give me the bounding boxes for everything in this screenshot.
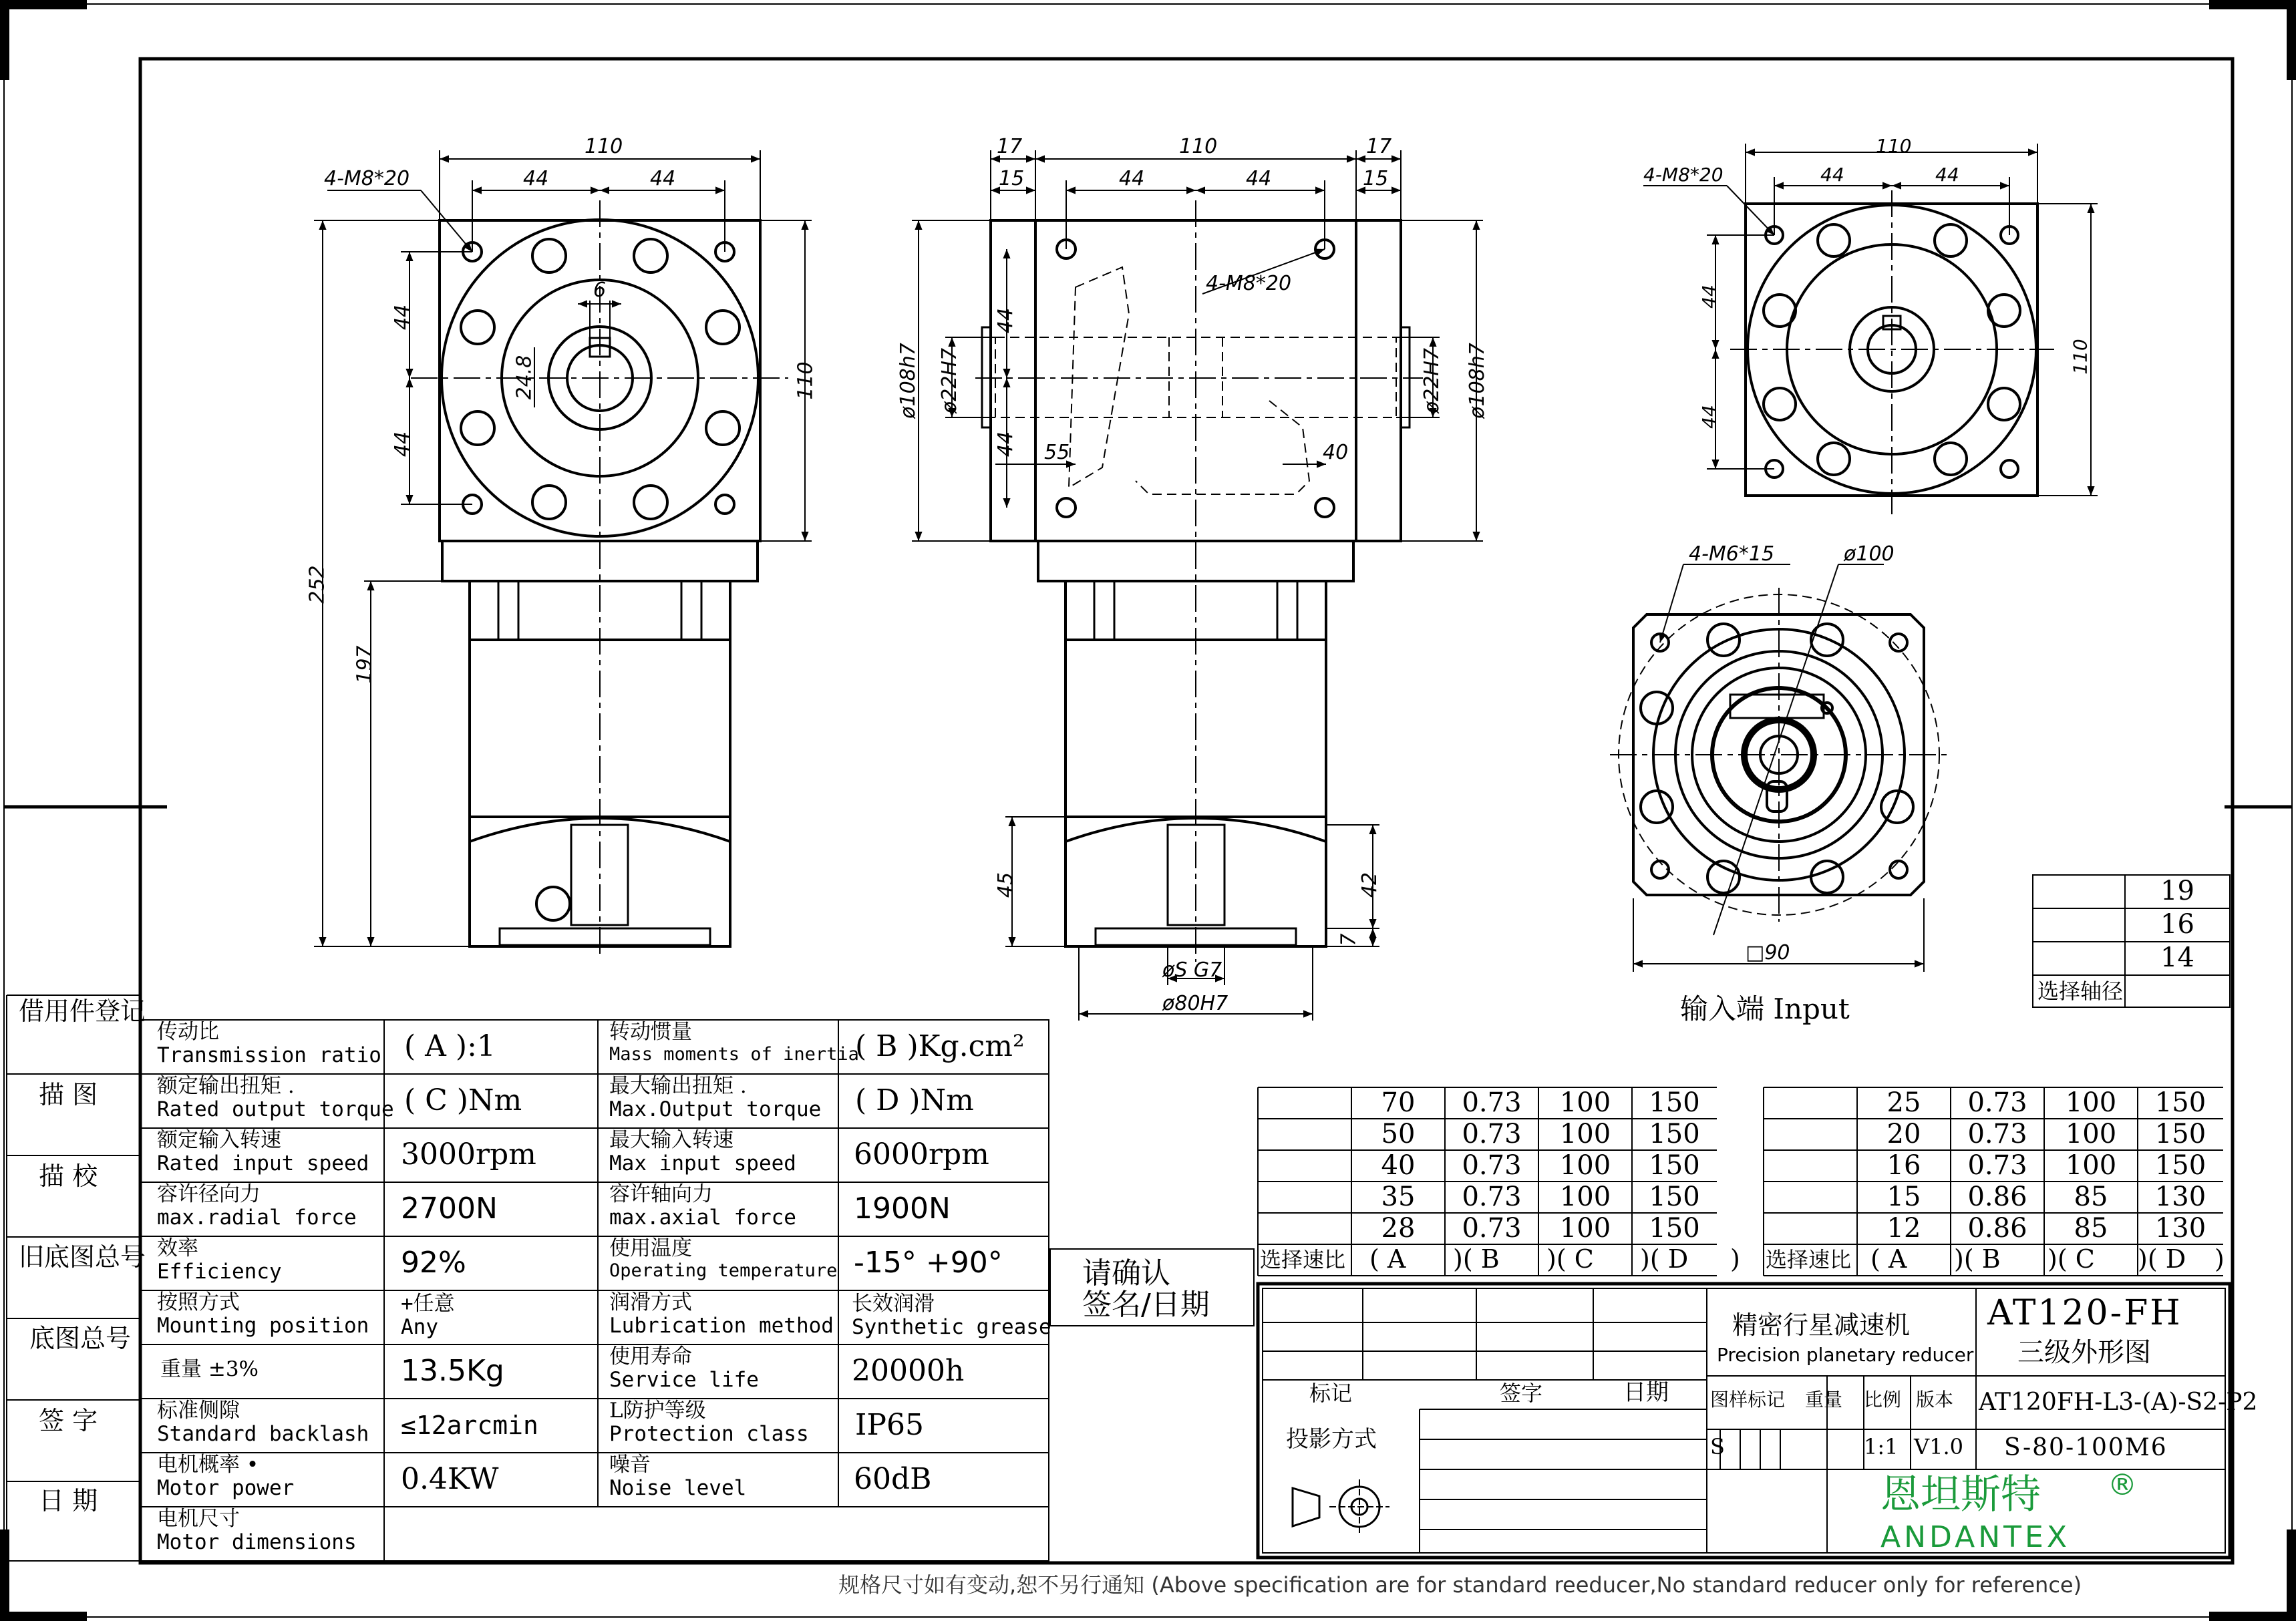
ratio-left-r1c1: 70: [1381, 1087, 1416, 1118]
dim-side-45: 45: [994, 872, 1018, 898]
ratio-left-r5c2: 0.73: [1462, 1213, 1522, 1244]
dim-right-height: 110: [2069, 339, 2092, 375]
ratio-right-r5c4: 130: [2154, 1213, 2206, 1244]
title-name-cn: 精密行星减速机: [1732, 1310, 1911, 1340]
brand-en: ANDANTEX: [1880, 1520, 2070, 1554]
ratio-right-r2c2: 0.73: [1967, 1119, 2027, 1149]
ratio-right-r4c4: 130: [2154, 1182, 2206, 1212]
ratio-left-footer-d: )( D: [1640, 1244, 1689, 1274]
right-dims: [1643, 144, 2098, 514]
dim-side-v-lower: 44: [994, 431, 1018, 458]
spec-row1-en1: Transmission ratio: [157, 1043, 381, 1067]
title-subtitle: 三级外形图: [2017, 1337, 2151, 1368]
side-label-old-no: 旧底图总号: [19, 1242, 146, 1272]
spec-row3-v1: 3000rpm: [401, 1137, 536, 1172]
ratio-right-r3c2: 0.73: [1967, 1150, 2027, 1181]
sheet-frame: [4, 4, 2292, 1617]
spec-row7-en2: Service life: [609, 1368, 759, 1392]
title-version: V1.0: [1914, 1434, 1963, 1459]
ratio-left-r4c2: 0.73: [1462, 1182, 1522, 1212]
title-projection: 投影方式: [1286, 1426, 1377, 1453]
ratio-left-footer-c: )( C: [1546, 1244, 1594, 1274]
spec-row1-cn1: 传动比: [157, 1020, 219, 1044]
spec-row10-en1: Motor dimensions: [157, 1530, 357, 1554]
spec-row9-en2: Noise level: [609, 1476, 747, 1500]
ratio-left-footer-b: )( B: [1453, 1244, 1500, 1274]
spec-row1-en2: Mass moments of inertia: [609, 1044, 859, 1065]
ratio-right-r3c4: 150: [2154, 1150, 2206, 1181]
title-col-mark: 标记: [1309, 1381, 1353, 1406]
dim-front-half-left: 44: [523, 167, 549, 190]
dim-total-length: 252: [305, 565, 329, 604]
dim-side-7: 7: [1337, 933, 1361, 946]
spec-row4-en1: max.radial force: [157, 1206, 357, 1230]
spec-row8-cn1: 标准侧隙: [157, 1399, 240, 1423]
ratio-right-footer-label: 选择速比: [1766, 1247, 1852, 1272]
front-view: [411, 200, 788, 955]
input-dims: [1610, 564, 1951, 972]
ratio-right-footer-a: ( A: [1870, 1244, 1907, 1274]
dim-side-dia-right: ø108h7: [1465, 343, 1489, 419]
spec-row3-en2: Max input speed: [609, 1151, 796, 1176]
ratio-left-r1c4: 150: [1649, 1087, 1700, 1118]
side-label-date: 日 期: [39, 1486, 98, 1515]
title-h-version: 版本: [1916, 1389, 1954, 1411]
ratio-right-footer-b: )( B: [1954, 1244, 2001, 1274]
spec-row4-v2: 1900N: [854, 1192, 951, 1226]
ratio-left-r5c1: 28: [1381, 1213, 1416, 1244]
spec-row1-v1: ( A ):1: [404, 1029, 496, 1063]
dim-side-d80: ø80H7: [1162, 992, 1228, 1015]
confirm-line1: 请确认: [1082, 1256, 1170, 1290]
ratio-right-r2c1: 20: [1887, 1119, 1921, 1149]
dim-side-shaft-right: ø22H7: [1420, 347, 1444, 414]
ratio-right-r1c1: 25: [1887, 1087, 1921, 1118]
dim-input-bolts: 4-M6*15: [1689, 542, 1775, 566]
spec-row7-cn2: 使用寿命: [609, 1344, 692, 1369]
dim-front-half-right: 44: [650, 167, 676, 190]
title-h-scale: 比例: [1864, 1389, 1902, 1411]
dim-right-v-upper: 44: [1697, 285, 1720, 309]
ratio-right-footer-c: )( C: [2047, 1244, 2095, 1274]
spec-row1-v2: ( B )Kg.cm²: [855, 1029, 1025, 1063]
ratio-right-r4c1: 15: [1887, 1182, 1921, 1212]
ratio-left-r5c3: 100: [1559, 1213, 1611, 1244]
dim-front-v-upper: 44: [391, 304, 415, 331]
title-h-weight: 重量: [1805, 1389, 1843, 1411]
ratio-left-r3c3: 100: [1559, 1150, 1611, 1181]
spec-row9-v2: 60dB: [854, 1462, 932, 1496]
title-model: AT120-FH: [1987, 1293, 2182, 1333]
dim-side-42: 42: [1358, 872, 1382, 898]
side-label-trace: 描 图: [39, 1080, 98, 1109]
spec-row10-cn1: 电机尺寸: [157, 1507, 240, 1531]
spec-row3-cn2: 最大输入转速: [609, 1128, 733, 1152]
projection-symbol: [1293, 1479, 1389, 1534]
footer-note: 规格尺寸如有变动,恕不另行通知 (Above specification are for standard reeducer,No standard reducer only for reference): [838, 1572, 2082, 1598]
dim-front-key: 6: [593, 279, 607, 302]
shaft-row-3: 14: [2160, 942, 2194, 973]
dim-right-half-left: 44: [1820, 164, 1844, 186]
spec-row9-cn1: 电机概率 •: [157, 1453, 259, 1477]
dim-front-shaft: 24.8: [512, 355, 536, 400]
spec-row2-v1: ( C )Nm: [404, 1083, 522, 1117]
spec-row6-v1: +任意 Any: [401, 1292, 455, 1339]
ratio-right-r3c3: 100: [2065, 1150, 2117, 1181]
ratio-left-r2c4: 150: [1649, 1119, 1700, 1149]
dim-right-v-lower: 44: [1697, 405, 1720, 429]
spec-row5-en2: Operating temperature: [609, 1260, 838, 1281]
ratio-right-r5c2: 0.86: [1967, 1213, 2027, 1244]
ratio-right-r2c3: 100: [2065, 1119, 2117, 1149]
front-dimension-lines: [314, 150, 812, 946]
dim-side-v-upper: 44: [994, 307, 1018, 334]
spec-row7-v2: 20000h: [852, 1354, 965, 1388]
title-part-no: AT120FH-L3-(A)-S2-P2: [1979, 1389, 2258, 1416]
spec-row6-en2: Lubrication method: [609, 1314, 834, 1338]
ratio-right-footer-end: ): [2215, 1244, 2225, 1274]
spec-row5-en1: Efficiency: [157, 1260, 282, 1284]
dim-side-ext-left: 17: [997, 135, 1023, 158]
side-label-check: 描 校: [39, 1161, 98, 1191]
dim-right-half-right: 44: [1935, 164, 1959, 186]
spec-row8-cn2: L防护等级: [609, 1399, 706, 1423]
ratio-left-footer-end: ): [1730, 1244, 1740, 1274]
spec-row5-v1: 92%: [401, 1246, 466, 1280]
title-name-en: Precision planetary reducer: [1717, 1344, 1974, 1366]
spec-row9-en1: Motor power: [157, 1476, 295, 1500]
title-scale: 1:1: [1864, 1434, 1899, 1459]
spec-row4-cn1: 容许径向力: [157, 1182, 261, 1206]
spec-row7-v1: 13.5Kg: [401, 1354, 504, 1388]
dim-side-shaft-left: ø22H7: [938, 347, 962, 414]
spec-row6-v2: 长效润滑 Synthetic grease: [852, 1292, 1051, 1339]
spec-row3-v2: 6000rpm: [854, 1137, 989, 1172]
confirm-line2: 签名/日期: [1082, 1288, 1210, 1322]
side-label-sign: 签 字: [39, 1406, 98, 1435]
title-col-sign: 签字: [1500, 1381, 1543, 1406]
ratio-left-r5c4: 150: [1649, 1213, 1700, 1244]
ratio-right-r5c3: 85: [2074, 1213, 2108, 1244]
spec-row3-cn1: 额定输入转速: [157, 1128, 281, 1152]
dim-input-pcd: ø100: [1844, 542, 1895, 566]
ratio-right-r4c2: 0.86: [1967, 1182, 2027, 1212]
spec-row1-cn2: 转动惯量: [609, 1020, 692, 1044]
ratio-left-r2c3: 100: [1559, 1119, 1611, 1149]
spec-row3-en1: Rated input speed: [157, 1151, 369, 1176]
side-label-borrow: 借用件登记: [19, 997, 146, 1026]
ratio-left-r4c3: 100: [1559, 1182, 1611, 1212]
spec-row7-cn1: 重量 ±3%: [160, 1357, 259, 1381]
spec-row2-en2: Max.Output torque: [609, 1097, 822, 1121]
dim-side-width: 110: [1179, 135, 1218, 158]
ratio-left-r3c1: 40: [1381, 1150, 1416, 1181]
shaft-row-1: 19: [2160, 876, 2194, 906]
ratio-right-footer-d: )( D: [2138, 1244, 2186, 1274]
spec-row8-v2: IP65: [855, 1408, 924, 1442]
shaft-table-label: 选择轴径: [2037, 978, 2124, 1004]
dim-side-sub-left: 15: [999, 167, 1025, 190]
side-label-base-no: 底图总号: [29, 1324, 132, 1353]
dim-side-dia-left: ø108h7: [896, 343, 920, 419]
spec-row8-v1: ≤12arcmin: [401, 1411, 538, 1440]
dim-side-ext-right: 17: [1366, 135, 1392, 158]
spec-row8-en2: Protection class: [609, 1422, 809, 1446]
spec-row8-en1: Standard backlash: [157, 1422, 369, 1446]
dim-side-half-left: 44: [1119, 167, 1145, 190]
dim-right-bolts: 4-M8*20: [1643, 164, 1724, 186]
ratio-left-r1c3: 100: [1559, 1087, 1611, 1118]
brand-cn: 恩坦斯特: [1880, 1471, 2041, 1518]
spec-row4-cn2: 容许轴向力: [609, 1182, 713, 1206]
ratio-right-r4c3: 85: [2074, 1182, 2108, 1212]
dim-body-length: 197: [353, 645, 377, 684]
ratio-right-r1c3: 100: [2065, 1087, 2117, 1118]
title-col-date: 日期: [1623, 1379, 1669, 1406]
ratio-left-r4c4: 150: [1649, 1182, 1700, 1212]
ratio-left-footer-label: 选择速比: [1260, 1247, 1346, 1272]
title-s-mark: S: [1710, 1434, 1725, 1459]
ratio-right-r1c4: 150: [2154, 1087, 2206, 1118]
dim-side-55: 55: [1044, 441, 1070, 464]
shaft-row-2: 16: [2160, 909, 2194, 940]
spec-row9-v1: 0.4KW: [401, 1462, 499, 1496]
ratio-left-footer-a: ( A: [1369, 1244, 1406, 1274]
ratio-left-r4c1: 35: [1381, 1182, 1416, 1212]
dim-front-width: 110: [585, 135, 623, 158]
spec-row2-cn1: 额定输出扭矩 .: [157, 1074, 295, 1098]
ratio-left-r2c1: 50: [1381, 1119, 1416, 1149]
ratio-right-r1c2: 0.73: [1967, 1087, 2027, 1118]
spec-row5-cn2: 使用温度: [609, 1236, 692, 1260]
spec-row2-cn2: 最大输出扭矩 .: [609, 1074, 747, 1098]
spec-row5-v2: -15° +90°: [854, 1246, 1003, 1280]
spec-row6-cn2: 润滑方式: [609, 1290, 692, 1314]
dim-side-bolts: 4-M8*20: [1206, 272, 1292, 295]
ratio-left-r1c2: 0.73: [1462, 1087, 1522, 1118]
spec-row2-en1: Rated output torque: [157, 1097, 394, 1121]
dim-side-half-right: 44: [1246, 167, 1272, 190]
brand-reg: ®: [2108, 1468, 2137, 1502]
spec-row4-en2: max.axial force: [609, 1206, 796, 1230]
ratio-right-r5c1: 12: [1887, 1213, 1921, 1244]
spec-row4-v1: 2700N: [401, 1192, 498, 1226]
input-caption: 输入端 Input: [1680, 993, 1850, 1025]
dim-side-ds: øS G7: [1162, 958, 1222, 982]
ratio-right-r2c4: 150: [2154, 1119, 2206, 1149]
title-h-mark: 图样标记: [1710, 1389, 1786, 1411]
dim-input-square: □90: [1746, 941, 1790, 964]
ratio-left-r2c2: 0.73: [1462, 1119, 1522, 1149]
ratio-left-r3c4: 150: [1649, 1150, 1700, 1181]
ratio-right-r3c1: 16: [1887, 1150, 1921, 1181]
ratio-left-r3c2: 0.73: [1462, 1150, 1522, 1181]
spec-row5-cn1: 效率: [157, 1236, 198, 1260]
spec-row2-v2: ( D )Nm: [855, 1083, 974, 1117]
dim-front-bolts: 4-M8*20: [324, 167, 410, 190]
dim-side-sub-right: 15: [1363, 167, 1389, 190]
dim-front-v-lower: 44: [391, 431, 415, 458]
spec-row6-en1: Mounting position: [157, 1314, 369, 1338]
dim-right-width: 110: [1876, 135, 1912, 157]
title-code: S-80-100M6: [2004, 1434, 2168, 1461]
dim-side-40: 40: [1323, 441, 1349, 464]
spec-row9-cn2: 噪音: [609, 1453, 651, 1477]
dim-front-height: 110: [794, 361, 818, 400]
spec-row6-cn1: 按照方式: [157, 1290, 240, 1314]
